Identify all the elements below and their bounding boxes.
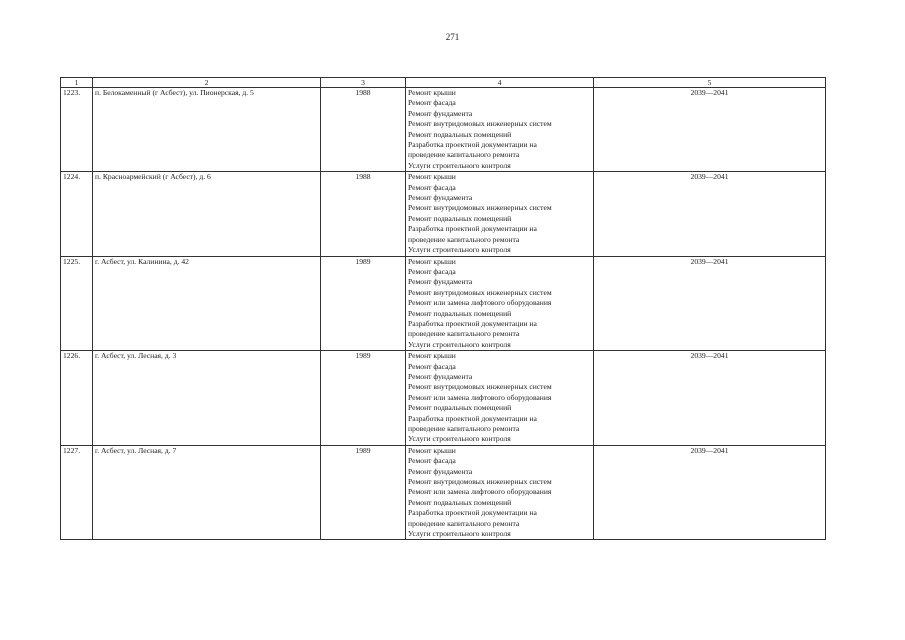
row-period: 2039—2041 bbox=[594, 351, 826, 446]
work-item: Ремонт фасада bbox=[408, 98, 456, 108]
row-address: п. Красноармейский (г Асбест), д. 6 bbox=[93, 172, 321, 256]
header-col-1: 1 bbox=[61, 78, 93, 88]
work-item: Ремонт внутридомовых инженерных систем bbox=[408, 382, 552, 392]
work-item: Ремонт подвальных помещений bbox=[408, 308, 512, 318]
repair-schedule-table bbox=[60, 77, 826, 540]
work-item: Ремонт или замена лифтового оборудования bbox=[408, 298, 552, 308]
row-works bbox=[406, 172, 594, 256]
header-col-2: 2 bbox=[93, 78, 321, 88]
header-col-3: 3 bbox=[321, 78, 406, 88]
header-row bbox=[61, 78, 826, 88]
work-item: Ремонт внутридомовых инженерных систем bbox=[408, 287, 552, 297]
work-item: Ремонт или замена лифтового оборудования bbox=[408, 392, 552, 402]
work-item: Ремонт фасада bbox=[408, 456, 456, 466]
row-address: г. Асбест, ул. Калинина, д. 42 bbox=[93, 256, 321, 351]
row-works bbox=[406, 256, 594, 351]
work-item: Ремонт фундамента bbox=[408, 108, 473, 118]
work-item: Ремонт подвальных помещений bbox=[408, 403, 512, 413]
work-item: Ремонт подвальных помещений bbox=[408, 129, 512, 139]
row-year: 1989 bbox=[321, 445, 406, 540]
row-period: 2039—2041 bbox=[594, 445, 826, 540]
row-address: г. Асбест, ул. Лесная, д. 3 bbox=[93, 351, 321, 446]
row-works bbox=[406, 351, 594, 446]
work-item: Ремонт или замена лифтового оборудования bbox=[408, 487, 552, 497]
row-period: 2039—2041 bbox=[594, 172, 826, 256]
work-item: проведение капитального ремонта bbox=[408, 424, 520, 433]
work-item: проведение капитального ремонта bbox=[408, 329, 520, 339]
row-works bbox=[406, 445, 594, 540]
work-item: Ремонт внутридомовых инженерных систем bbox=[408, 477, 552, 487]
work-item: Ремонт фундамента bbox=[408, 371, 473, 381]
work-item: Ремонт крыши bbox=[408, 88, 456, 97]
work-item: Услуги строительного контроля bbox=[408, 434, 511, 444]
row-number: 1226. bbox=[61, 351, 93, 446]
work-item: проведение капитального ремонта bbox=[408, 234, 520, 244]
work-item: Услуги строительного контроля bbox=[408, 160, 511, 170]
work-item: Разработка проектной документации на bbox=[408, 508, 537, 518]
work-item: Ремонт крыши bbox=[408, 445, 456, 455]
work-item: Разработка проектной документации на bbox=[408, 413, 537, 423]
work-item: Ремонт подвальных помещений bbox=[408, 497, 512, 507]
row-number: 1223. bbox=[61, 88, 93, 172]
row-number: 1225. bbox=[61, 256, 93, 351]
work-item: Ремонт фасада bbox=[408, 266, 456, 276]
page-number: 271 bbox=[445, 32, 460, 42]
table-body bbox=[61, 88, 826, 540]
work-item: Ремонт фасада bbox=[408, 182, 456, 192]
row-address: п. Белокаменный (г Асбест), ул. Пионерская, д. 5 bbox=[93, 88, 321, 172]
work-item: Ремонт фундамента bbox=[408, 277, 473, 287]
work-item: Ремонт фундамента bbox=[408, 466, 473, 476]
work-item: Ремонт подвальных помещений bbox=[408, 213, 512, 223]
work-item: Разработка проектной документации на bbox=[408, 140, 537, 150]
row-works bbox=[406, 88, 594, 172]
table-row bbox=[61, 172, 826, 256]
row-year: 1989 bbox=[321, 256, 406, 351]
row-period: 2039—2041 bbox=[594, 88, 826, 172]
work-item: Услуги строительного контроля bbox=[408, 245, 511, 255]
row-year: 1988 bbox=[321, 88, 406, 172]
header-col-5: 5 bbox=[594, 78, 826, 88]
work-item: Ремонт внутридомовых инженерных систем bbox=[408, 119, 552, 129]
table-row bbox=[61, 256, 826, 351]
work-item: Услуги строительного контроля bbox=[408, 339, 511, 349]
row-number: 1227. bbox=[61, 445, 93, 540]
row-number: 1224. bbox=[61, 172, 93, 256]
table-row bbox=[61, 445, 826, 540]
table-row bbox=[61, 351, 826, 446]
work-item: Разработка проектной документации на bbox=[408, 224, 537, 234]
work-item: Ремонт фундамента bbox=[408, 193, 473, 203]
work-item: Ремонт фасада bbox=[408, 361, 456, 371]
work-item: проведение капитального ремонта bbox=[408, 518, 520, 528]
work-item: Услуги строительного контроля bbox=[408, 529, 511, 539]
work-item: Ремонт крыши bbox=[408, 351, 456, 361]
work-item: Ремонт внутридомовых инженерных систем bbox=[408, 203, 552, 213]
table-row bbox=[61, 88, 826, 172]
work-item: Ремонт крыши bbox=[408, 172, 456, 182]
header-col-4: 4 bbox=[406, 78, 594, 88]
work-item: Разработка проектной документации на bbox=[408, 318, 537, 328]
row-period: 2039—2041 bbox=[594, 256, 826, 351]
work-item: проведение капитального ремонта bbox=[408, 150, 520, 160]
row-year: 1989 bbox=[321, 351, 406, 446]
row-address: г. Асбест, ул. Лесная, д. 7 bbox=[93, 445, 321, 540]
work-item: Ремонт крыши bbox=[408, 256, 456, 266]
row-year: 1988 bbox=[321, 172, 406, 256]
